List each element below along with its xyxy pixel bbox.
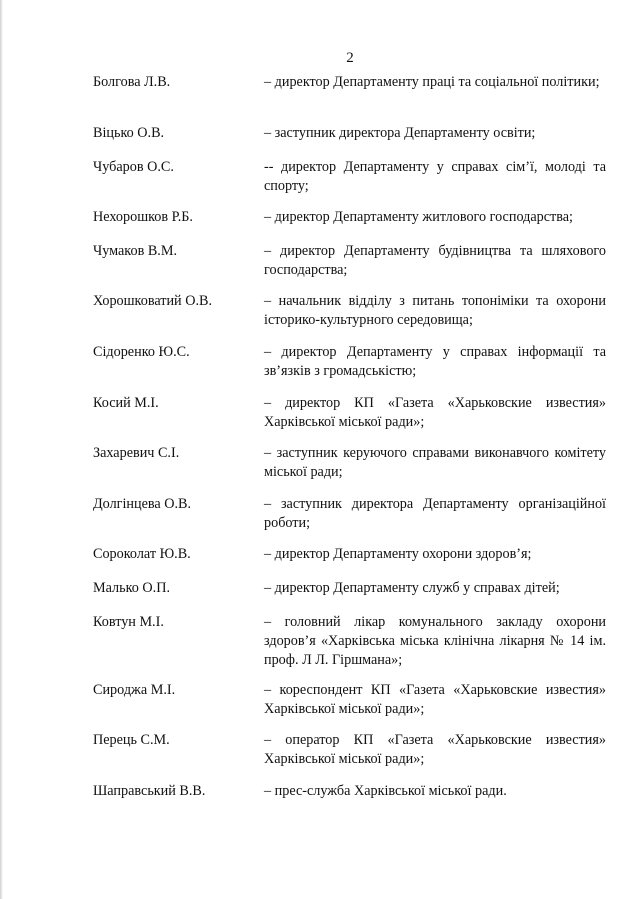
attendee-role: – директор КП «Газета «Харьковские известия» Харківської міської ради»;	[264, 395, 606, 430]
attendee-name: Віцько О.В.	[93, 125, 165, 141]
attendee-name: Перець С.М.	[93, 732, 170, 748]
attendee-name: Долгінцева О.В.	[93, 496, 192, 512]
attendee-role: – директор Департаменту у справах інформації та зв’язків з громадськістю;	[264, 344, 606, 379]
attendee-name: Захаревич С.І.	[93, 445, 180, 461]
attendee-role: – директор Департаменту праці та соціальної політики;	[264, 74, 600, 90]
attendee-name: Сідоренко Ю.С.	[93, 344, 190, 360]
attendee-role: – оператор КП «Газета «Харьковские известия» Харківської міської ради»;	[264, 732, 606, 767]
attendee-role: -- директор Департаменту у справах сім’ї, молоді та спорту;	[264, 159, 606, 194]
attendee-role: – кореспондент КП «Газета «Харьковские известия» Харківської міської ради»;	[264, 682, 606, 717]
attendee-role: – директор Департаменту охорони здоров’я;	[264, 546, 532, 562]
attendee-name: Сироджа М.І.	[93, 682, 176, 698]
attendee-name: Сороколат Ю.В.	[93, 546, 191, 562]
attendee-name: Шаправський В.В.	[93, 783, 206, 799]
attendee-role: – прес-служба Харківської міської ради.	[264, 783, 507, 799]
attendee-name: Косий М.І.	[93, 395, 159, 411]
attendee-name: Болгова Л.В.	[93, 74, 171, 90]
attendee-role: – заступник директора Департаменту освіти;	[264, 125, 536, 141]
attendee-role: – начальник відділу з питань топоніміки та охорони історико-культурного середовища;	[264, 293, 606, 328]
attendee-role: – заступник керуючого справами виконавчого комітету міської ради;	[264, 445, 606, 480]
scan-edge-shadow	[0, 0, 3, 899]
attendee-name: Хорошковатий О.В.	[93, 293, 212, 309]
attendee-role: – головний лікар комунального закладу охорони здоров’я «Харківська міська клінічна лікарня № 14 ім. проф. Л Л. Гіршмана»;	[264, 614, 606, 668]
page-number: 2	[346, 50, 354, 66]
attendee-name: Ковтун М.І.	[93, 614, 164, 630]
attendee-name: Малько О.П.	[93, 580, 170, 596]
attendee-name: Нехорошков Р.Б.	[93, 209, 193, 225]
attendee-role: – директор Департаменту служб у справах дітей;	[264, 580, 560, 596]
attendee-name: Чумаков В.М.	[93, 243, 177, 259]
attendee-role: – директор Департаменту будівництва та шляхового господарства;	[264, 243, 606, 278]
attendee-role: – директор Департаменту житлового господарства;	[264, 209, 573, 225]
attendee-role: – заступник директора Департаменту організаційної роботи;	[264, 496, 606, 531]
attendee-name: Чубаров О.С.	[93, 159, 174, 175]
